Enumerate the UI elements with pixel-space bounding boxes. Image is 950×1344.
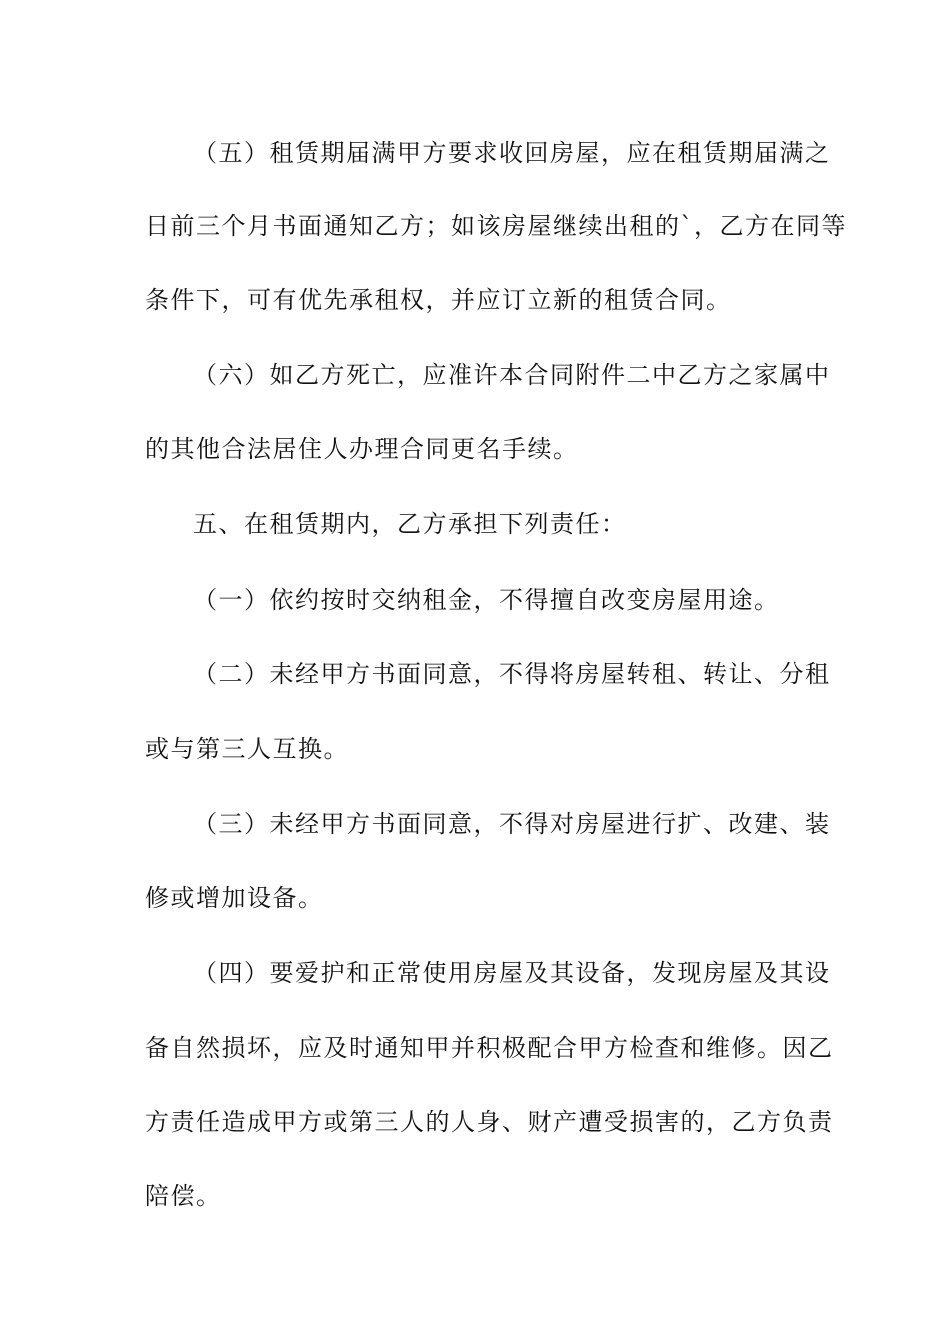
section-heading: 五、在租赁期内，乙方承担下列责任：: [193, 510, 627, 538]
paragraph-line: （二）未经甲方书面同意，不得将房屋转租、转让、分租: [193, 660, 831, 688]
paragraph-line: （六）如乙方死亡，应准许本合同附件二中乙方之家属中: [193, 361, 831, 389]
paragraph-line: 的其他合法居住人办理合同更名手续。: [145, 435, 579, 463]
paragraph-line: 或与第三人互换。: [145, 735, 349, 763]
paragraph-line: 陪偿。: [145, 1182, 222, 1210]
paragraph-line: 条件下，可有优先承租权，并应订立新的租赁合同。: [145, 286, 732, 314]
paragraph-line: （五）租赁期届满甲方要求收回房屋，应在租赁期届满之: [193, 139, 831, 167]
paragraph-line: 修或增加设备。: [145, 884, 324, 912]
paragraph-line: 备自然损坏，应及时通知甲并积极配合甲方检查和维修。因乙: [145, 1034, 834, 1062]
paragraph-line: 日前三个月书面通知乙方；如该房屋继续出租的`，乙方在同等: [145, 212, 847, 240]
paragraph-line: （一）依约按时交纳租金，不得擅自改变房屋用途。: [193, 586, 780, 614]
paragraph-line: （三）未经甲方书面同意，不得对房屋进行扩、改建、装: [193, 810, 831, 838]
paragraph-line: （四）要爱护和正常使用房屋及其设备，发现房屋及其设: [193, 959, 831, 987]
paragraph-line: 方责任造成甲方或第三人的人身、财产遭受损害的，乙方负责: [145, 1108, 834, 1136]
